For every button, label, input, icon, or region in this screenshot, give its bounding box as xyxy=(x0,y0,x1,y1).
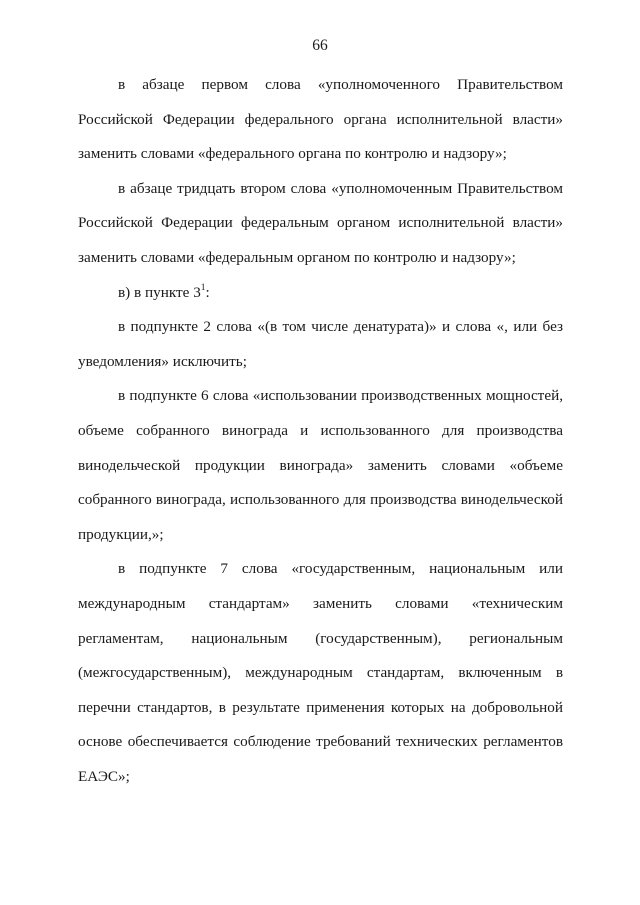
paragraph-6: в подпункте 7 слова «государственным, национальным или международным стандартам» заменить словами «техническим регламентам, национальным (государственным), региональным (межгосударственным), международным стандартам, включенным в перечни стандартов, в результате применения которых на добровольной основе обеспечивается соблюдение требований технических регламентов ЕАЭС»; xyxy=(78,560,563,785)
paragraph-3 xyxy=(78,276,563,311)
paragraph-1: в абзаце первом слова «уполномоченного Правительством Российской Федерации федерального органа исполнительной власти» заменить словами «федерального органа по контролю и надзору»; xyxy=(78,76,563,163)
superscript-index: 1 xyxy=(200,282,206,293)
paragraph-4: в подпункте 2 слова «(в том числе денатурата)» и слова «, или без уведомления» исключить; xyxy=(78,318,563,370)
paragraph-2: в абзаце тридцать втором слова «уполномоченным Правительством Российской Федерации федеральным органом исполнительной власти» заменить словами «федеральным органом по контролю и надзору»; xyxy=(78,179,563,266)
paragraph-5: в подпункте 6 слова «использовании производственных мощностей, объеме собранного винограда и использованного для производства винодельческой продукции винограда» заменить словами «объеме собранного винограда, использованного для производства винодельческой продукции,»; xyxy=(78,387,563,543)
paragraph-3-colon: : xyxy=(205,283,210,301)
page-number: 66 xyxy=(312,37,328,54)
document-body xyxy=(78,68,563,794)
paragraph-3-text: в) в пункте 3 xyxy=(118,283,201,301)
